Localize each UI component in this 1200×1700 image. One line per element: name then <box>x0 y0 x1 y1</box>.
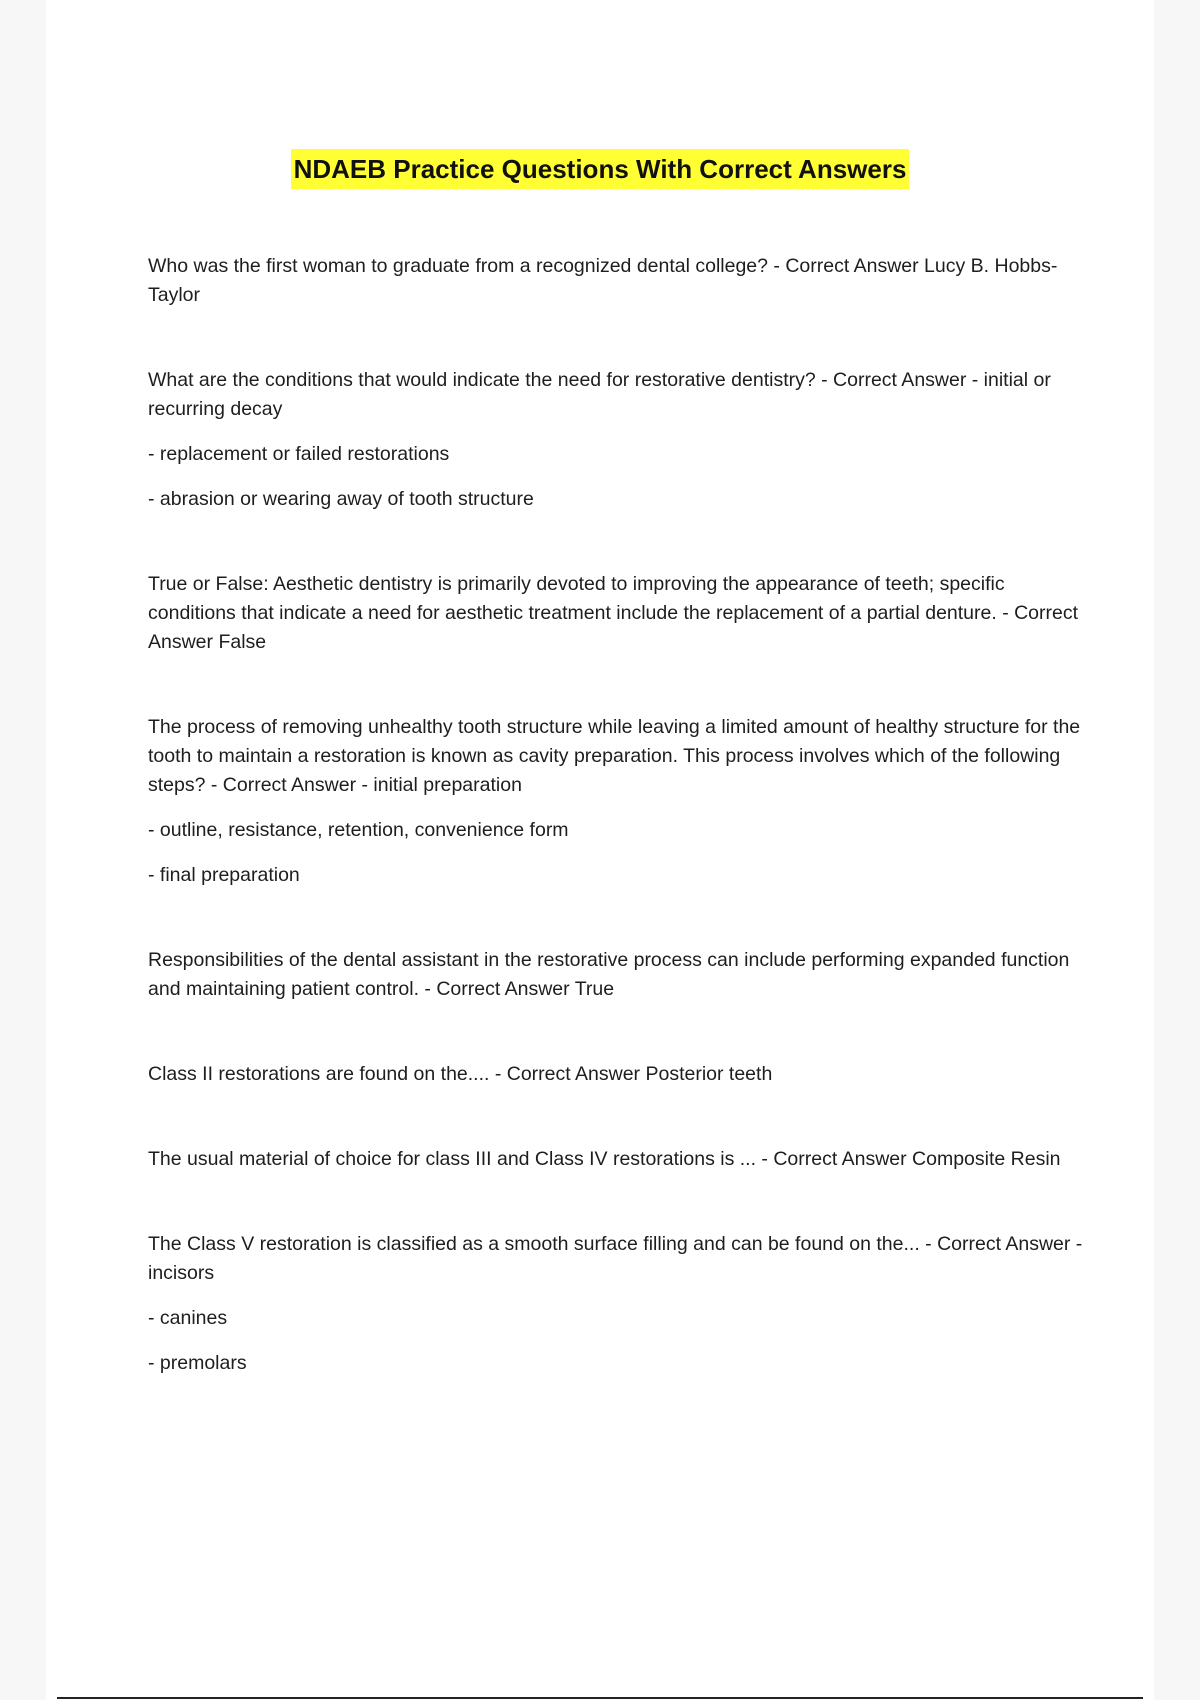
question-block <box>148 1230 1096 1378</box>
answer-list-item: - final preparation <box>148 864 300 886</box>
answer-list-item: - premolars <box>148 1352 247 1374</box>
question-block <box>148 570 1096 657</box>
question-text: Responsibilities of the dental assistant in the restorative process can include performing expanded function and maintaining patient control. - Correct Answer True <box>148 949 1070 1000</box>
answer-list-item: - abrasion or wearing away of tooth structure <box>148 488 534 510</box>
question-block <box>148 366 1096 514</box>
question-text: What are the conditions that would indicate the need for restorative dentistry? - Correct Answer - initial or recurring decay <box>148 369 1051 420</box>
question-text: Class II restorations are found on the.... - Correct Answer Posterior teeth <box>148 1063 773 1085</box>
question-text: Who was the first woman to graduate from a recognized dental college? - Correct Answer Lucy B. Hobbs-Taylor <box>148 255 1058 306</box>
title-wrap <box>0 149 1200 189</box>
question-block <box>148 946 1096 1004</box>
question-block <box>148 252 1096 310</box>
question-block <box>148 713 1096 890</box>
question-list <box>148 252 1096 1434</box>
answer-list-item: - replacement or failed restorations <box>148 443 450 465</box>
question-block <box>148 1145 1096 1174</box>
question-text: True or False: Aesthetic dentistry is primarily devoted to improving the appearance of teeth; specific conditions that indicate a need for aesthetic treatment include the replacement of a partial denture. - Correct Answer False <box>148 573 1079 653</box>
question-text: The usual material of choice for class III and Class IV restorations is ... - Correct Answer Composite Resin <box>148 1148 1061 1170</box>
answer-list-item: - canines <box>148 1307 228 1329</box>
question-text: The process of removing unhealthy tooth structure while leaving a limited amount of healthy structure for the tooth to maintain a restoration is known as cavity preparation. This process involves which of the following steps? - Correct Answer - initial preparation <box>148 716 1081 796</box>
question-block <box>148 1060 1096 1089</box>
document-title: NDAEB Practice Questions With Correct Answers <box>291 149 910 189</box>
answer-list-item: - outline, resistance, retention, convenience form <box>148 819 569 841</box>
page-margin-left <box>0 0 46 1700</box>
footer-rule <box>57 1697 1143 1699</box>
page-margin-right <box>1154 0 1200 1700</box>
question-text: The Class V restoration is classified as a smooth surface filling and can be found on the... - Correct Answer - incisors <box>148 1233 1083 1284</box>
